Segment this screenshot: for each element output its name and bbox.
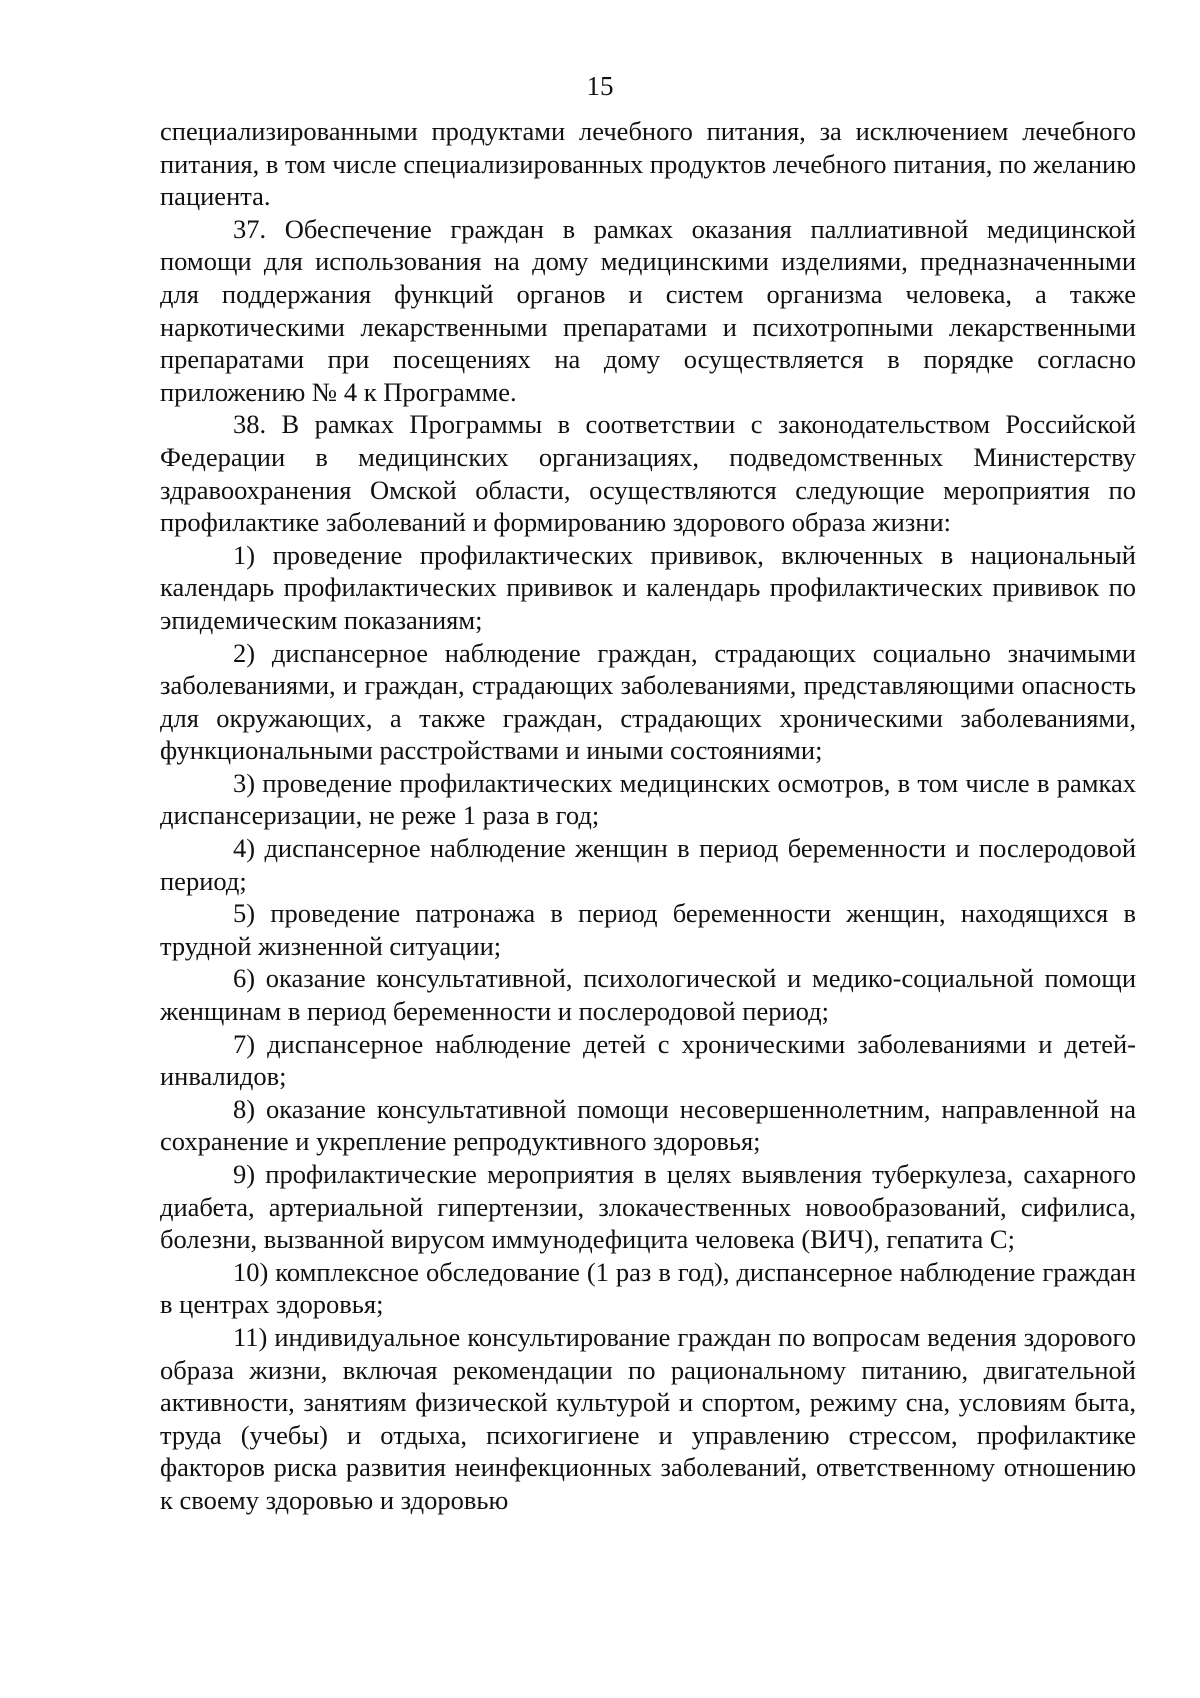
document-body	[160, 115, 1136, 1517]
paragraph-continuation: специализированными продуктами лечебного питания, за исключением лечебного питания, в том числе специализированных продуктов лечебного питания, по желанию пациента.	[160, 116, 1136, 212]
list-item-6: 6) оказание консультативной, психологической и медико-социальной помощи женщинам в период беременности и послеродовой период;	[160, 963, 1136, 1027]
list-item-7: 7) диспансерное наблюдение детей с хроническими заболеваниями и детей-инвалидов;	[160, 1028, 1136, 1092]
list-item-9: 9) профилактические мероприятия в целях выявления туберкулеза, сахарного диабета, артериальной гипертензии, злокачественных новообразований, сифилиса, болезни, вызванной вирусом иммунодефицита человека (ВИЧ), гепатита С;	[160, 1159, 1136, 1255]
list-item-8: 8) оказание консультативной помощи несовершеннолетним, направленной на сохранение и укрепление репродуктивного здоровья;	[160, 1093, 1136, 1157]
list-item-1: 1) проведение профилактических прививок, включенных в национальный календарь профилактических прививок и календарь профилактических прививок по эпидемическим показаниям;	[160, 539, 1136, 635]
page-number: 15	[586, 71, 614, 101]
paragraph-item-37: 37. Обеспечение граждан в рамках оказания паллиативной медицинской помощи для использования на дому медицинскими изделиями, предназначенными для поддержания функций органов и систем организма человека, а также наркотическими лекарственными препаратами и психотропными лекарственными препаратами при посещениях на дому осуществляется в порядке согласно приложению № 4 к Программе.	[160, 213, 1136, 407]
paragraph-item-38: 38. В рамках Программы в соответствии с законодательством Российской Федерации в медицинских организациях, подведомственных Министерству здравоохранения Омской области, осуществляются следующие мероприятия по профилактике заболеваний и формированию здорового образа жизни:	[160, 409, 1136, 538]
list-item-5: 5) проведение патронажа в период беременности женщин, находящихся в трудной жизненной ситуации;	[160, 898, 1136, 961]
list-item-3: 3) проведение профилактических медицинских осмотров, в том числе в рамках диспансеризации, не реже 1 раза в год;	[160, 767, 1136, 831]
list-item-4: 4) диспансерное наблюдение женщин в период беременности и послеродовой период;	[160, 833, 1136, 896]
list-item-2: 2) диспансерное наблюдение граждан, страдающих социально значимыми заболеваниями, и граждан, страдающих заболеваниями, представляющими опасность для окружающих, а также граждан, страдающих хроническими заболеваниями, функциональными расстройствами и иными состояниями;	[160, 637, 1136, 766]
list-item-11: 11) индивидуальное консультирование граждан по вопросам ведения здорового образа жизни, включая рекомендации по рациональному питанию, двигательной активности, занятиям физической культурой и спортом, режиму сна, условиям быта, труда (учебы) и отдыха, психогигиене и управлению стрессом, профилактике факторов риска развития неинфекционных заболеваний, ответственному отношению к своему здоровью и здоровью	[160, 1321, 1136, 1515]
list-item-10: 10) комплексное обследование (1 раз в год), диспансерное наблюдение граждан в центрах здоровья;	[160, 1256, 1136, 1320]
